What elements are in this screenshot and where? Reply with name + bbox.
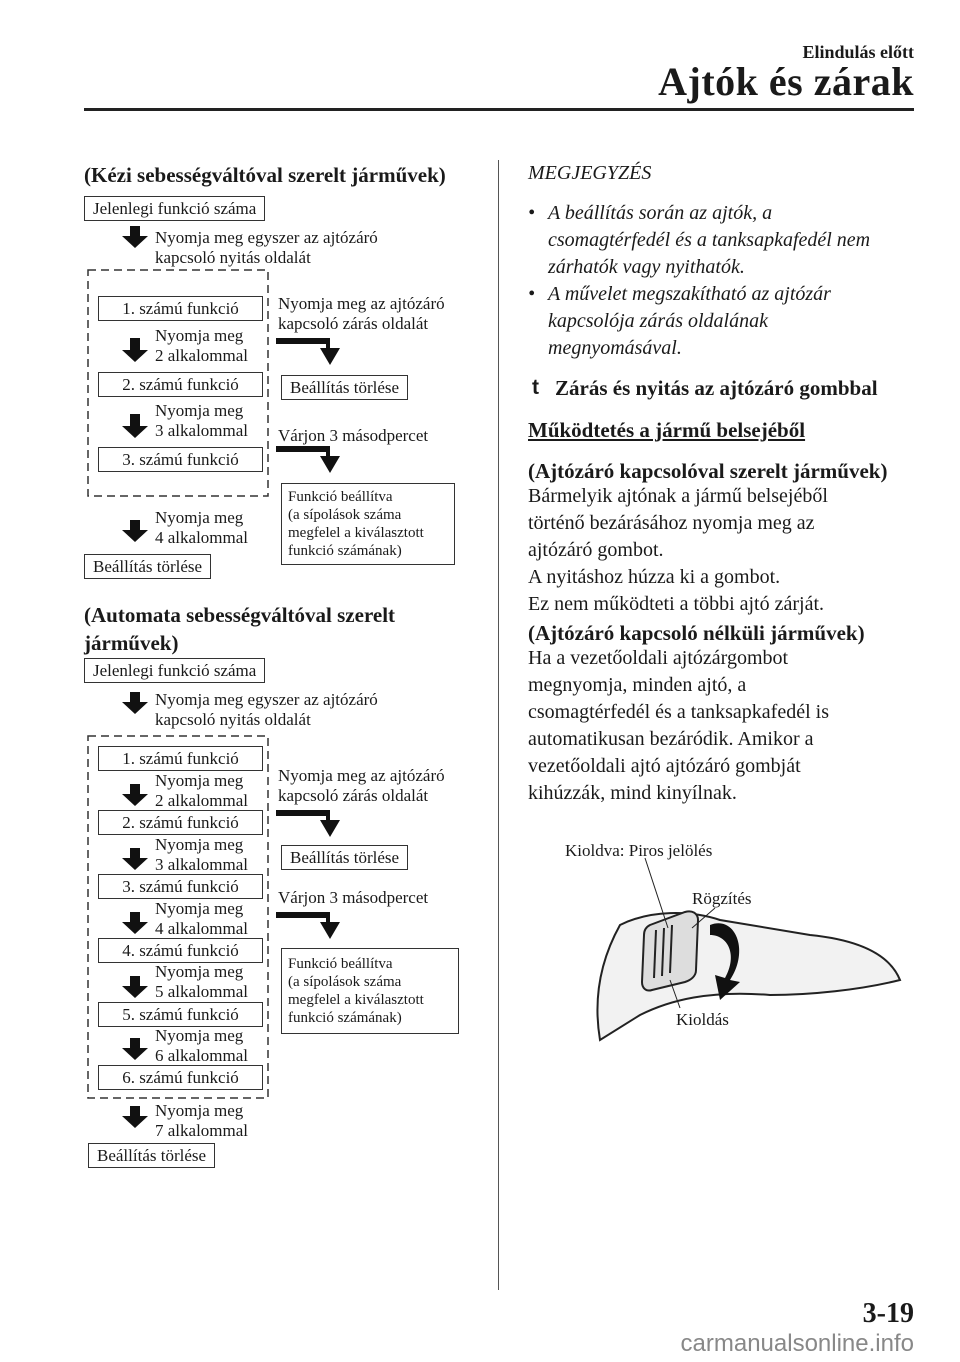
lock-sub-heading: (Ajtózáró kapcsolóval szerelt járművek): [528, 459, 888, 483]
lock-label: Rögzítés: [692, 889, 752, 908]
note-item: A művelet megszakítható az ajtózár kapcsolója zárás oldalának megnyomásával.: [548, 283, 831, 359]
press-count-label: Nyomja meg 4 alkalommal: [155, 899, 249, 938]
auto-section-title: járművek): [84, 631, 179, 655]
clear-setting-box: Beállítás törlése: [281, 375, 408, 400]
arrow-down-icon: [122, 784, 148, 806]
lock-paragraph: Bármelyik ajtónak a jármű belsejéből történő bezárásához nyomja meg az ajtózáró gombot. A nyitáshoz húzza ki a gombot. Ez nem működteti a többi ajtó zárját.: [528, 485, 828, 615]
arrow-down-icon: [122, 976, 148, 998]
arrow-down-icon: [122, 912, 148, 934]
press-count-label: Nyomja meg 7 alkalommal: [155, 1101, 249, 1140]
function-1-box: 1. számú funkció: [98, 296, 263, 321]
press-count-label: Nyomja meg 2 alkalommal: [155, 326, 249, 365]
press-count-label: Nyomja meg 4 alkalommal: [155, 508, 249, 547]
wait-label: Várjon 3 másodpercet: [278, 888, 429, 907]
auto-section-title: (Automata sebességváltóval szerelt: [84, 603, 396, 627]
press-lock-label: Nyomja meg az ajtózáró kapcsoló zárás oldalát: [278, 294, 445, 333]
press-once-label: Nyomja meg egyszer az ajtózáró kapcsoló nyitás oldalát: [155, 690, 378, 729]
function-5-box: 5. számú funkció: [98, 1002, 263, 1027]
section-marker: t: [532, 376, 539, 399]
page-number: 3-19: [862, 1298, 914, 1329]
column-divider: [498, 160, 499, 1290]
unlock-label: Kioldás: [676, 1010, 729, 1029]
arrow-down-icon: [122, 520, 148, 542]
lock-section-subtitle: Működtetés a jármű belsejéből: [528, 418, 806, 442]
clear-setting-box: Beállítás törlése: [281, 845, 408, 870]
arrow-down-icon: [122, 226, 148, 248]
arrow-down-icon: [122, 414, 148, 438]
press-count-label: Nyomja meg 5 alkalommal: [155, 962, 249, 1001]
elbow-arrow-icon: [276, 810, 340, 837]
elbow-arrow-icon: [276, 338, 340, 365]
current-function-box: Jelenlegi funkció száma: [84, 658, 265, 683]
chapter-subtitle: Elindulás előtt: [802, 42, 914, 62]
press-count-label: Nyomja meg 3 alkalommal: [155, 401, 249, 440]
arrow-down-icon: [122, 692, 148, 714]
lock-section-title: Zárás és nyitás az ajtózáró gombbal: [555, 376, 878, 400]
bullet: •: [528, 283, 536, 305]
lock-sub-heading: (Ajtózáró kapcsoló nélküli járművek): [528, 621, 865, 645]
function-set-box: Funkció beállítva (a sípolások száma megfelel a kiválasztott funkció számának): [281, 948, 459, 1034]
elbow-arrow-icon: [276, 446, 340, 473]
press-count-label: Nyomja meg 6 alkalommal: [155, 1026, 249, 1065]
header-rule: [84, 108, 914, 111]
unlocked-label: Kioldva: Piros jelölés: [565, 841, 713, 860]
chapter-title: Ajtók és zárak: [658, 59, 914, 104]
press-once-label: Nyomja meg egyszer az ajtózáró kapcsoló nyitás oldalát: [155, 228, 378, 267]
press-count-label: Nyomja meg 3 alkalommal: [155, 835, 249, 874]
press-lock-label: Nyomja meg az ajtózáró kapcsoló zárás oldalát: [278, 766, 445, 805]
current-function-box: Jelenlegi funkció száma: [84, 196, 265, 221]
function-3-box: 3. számú funkció: [98, 874, 263, 899]
function-6-box: 6. számú funkció: [98, 1065, 263, 1090]
wait-label: Várjon 3 másodpercet: [278, 426, 429, 445]
note-heading: MEGJEGYZÉS: [528, 162, 652, 184]
lock-paragraph: Ha a vezetőoldali ajtózárgombot megnyomja, minden ajtó, a csomagtérfedél és a tanksapkafedél is automatikusan bezáródik. Amikor a vezetőoldali ajtó ajtózáró gombját kihúzzák, mind kinyílnak.: [528, 647, 829, 804]
function-3-box: 3. számú funkció: [98, 447, 263, 472]
arrow-down-icon: [122, 848, 148, 870]
note-item: A beállítás során az ajtók, a csomagtérfedél és a tanksapkafedél nem zárhatók vagy nyithatók.: [548, 202, 871, 278]
function-4-box: 4. számú funkció: [98, 938, 263, 963]
function-1-box: 1. számú funkció: [98, 746, 263, 771]
arrow-down-icon: [122, 338, 148, 362]
bullet: •: [528, 202, 536, 224]
clear-setting-box: Beállítás törlése: [84, 554, 211, 579]
door-lock-illustration: [560, 830, 940, 1060]
press-count-label: Nyomja meg 2 alkalommal: [155, 771, 249, 810]
elbow-arrow-icon: [276, 912, 340, 939]
manual-section-title: (Kézi sebességváltóval szerelt járművek): [84, 163, 446, 187]
arrow-down-icon: [122, 1038, 148, 1060]
watermark: carmanualsonline.info: [680, 1330, 914, 1357]
function-set-box: Funkció beállítva (a sípolások száma megfelel a kiválasztott funkció számának): [281, 483, 455, 565]
clear-setting-box: Beállítás törlése: [88, 1143, 215, 1168]
arrow-down-icon: [122, 1106, 148, 1128]
function-2-box: 2. számú funkció: [98, 810, 263, 835]
function-2-box: 2. számú funkció: [98, 372, 263, 397]
